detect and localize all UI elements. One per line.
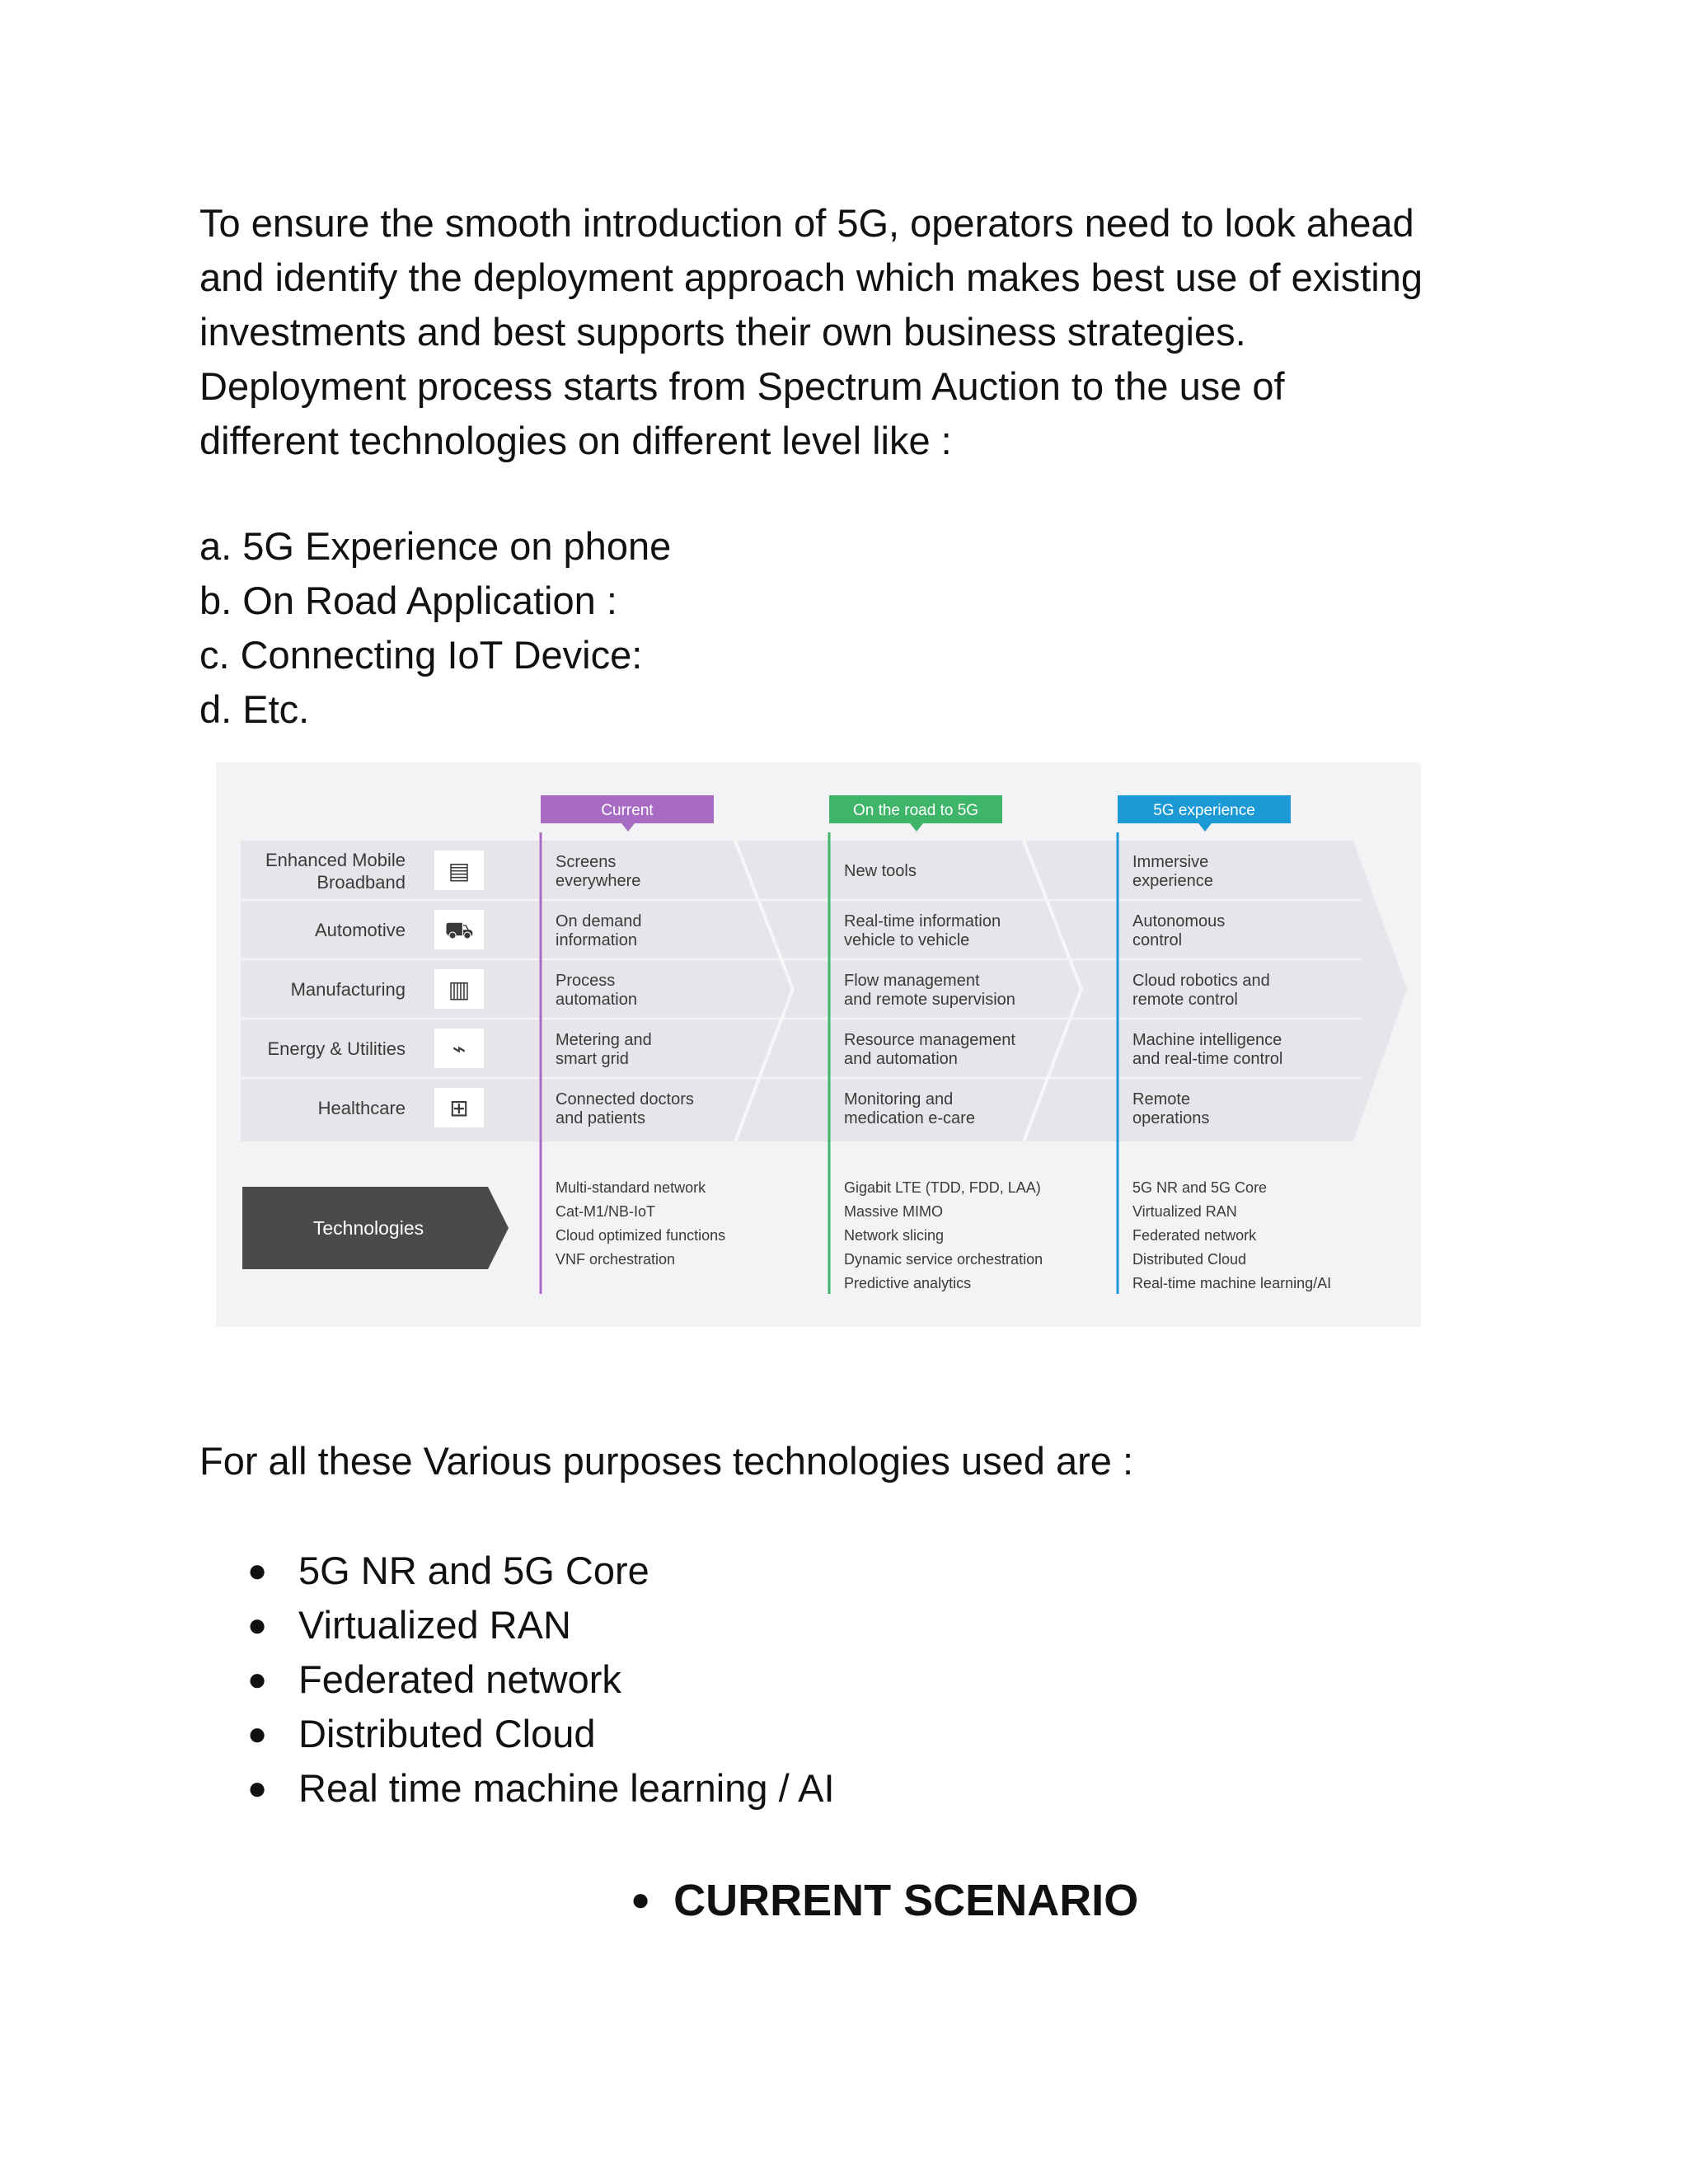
technology-cell-text: Gigabit LTE (TDD, FDD, LAA) (844, 1179, 1041, 1196)
bullet-icon: ● (631, 1882, 651, 1918)
use-case-list (199, 519, 671, 737)
cell-text: remote control (1132, 991, 1238, 1009)
factory-icon: ▥ (448, 977, 471, 1002)
deployment-diagram (216, 762, 1421, 1327)
technology-list (247, 1544, 835, 1816)
cell-text: operations (1132, 1109, 1210, 1127)
intro-line: Deployment process starts from Spectrum Auction to the use of (199, 364, 1285, 408)
deployment-figure (216, 762, 1421, 1327)
technology-cell-text: Massive MIMO (844, 1203, 944, 1220)
cell-text: medication e-care (844, 1109, 975, 1127)
intro-line: To ensure the smooth introduction of 5G, operators need to look ahead (199, 201, 1414, 245)
technology-label: Real time machine learning / AI (298, 1766, 835, 1810)
technology-cell-text: Dynamic service orchestration (844, 1251, 1043, 1268)
sector-label: Broadband (316, 872, 406, 893)
car-icon: ⛟ (444, 917, 474, 943)
cell-text: Screens (556, 853, 617, 871)
column-header-pointer (910, 823, 923, 832)
cell-text: vehicle to vehicle (844, 931, 970, 949)
use-case-item: a. 5G Experience on phone (199, 524, 672, 568)
technology-label: Federated network (298, 1657, 621, 1701)
sector-label: Healthcare (317, 1098, 406, 1118)
technology-cell-text: Federated network (1132, 1227, 1257, 1244)
intro-line: investments and best supports their own business strategies. (199, 310, 1246, 354)
column-header-label: 5G experience (1153, 802, 1255, 819)
use-case-item: d. Etc. (199, 687, 310, 731)
cell-text: Remote (1132, 1090, 1191, 1108)
intro-line: and identify the deployment approach which makes best use of existing (199, 255, 1423, 299)
intro-paragraph (199, 196, 1518, 468)
cell-text: automation (556, 991, 637, 1009)
cell-text: smart grid (556, 1050, 629, 1068)
technology-cell-text: 5G NR and 5G Core (1132, 1179, 1268, 1196)
column-header-label: Current (601, 802, 654, 819)
sector-label: Manufacturing (290, 979, 406, 1000)
medical-icon: ⊞ (449, 1095, 469, 1121)
technology-label: Virtualized RAN (298, 1603, 571, 1647)
cell-text: and remote supervision (844, 991, 1015, 1009)
cell-text: Metering and (556, 1031, 652, 1049)
cell-text: Process (556, 972, 616, 990)
technology-label: Distributed Cloud (298, 1712, 596, 1755)
section-heading (631, 1871, 1138, 1929)
cell-text: New tools (844, 862, 917, 880)
column-header-label: On the road to 5G (852, 802, 979, 819)
use-case-item: b. On Road Application : (199, 579, 617, 622)
bullet-icon: ● (247, 1607, 268, 1643)
technology-cell-text: Multi-standard network (556, 1179, 706, 1196)
purposes-text: For all these Various purposes technologies used are : (199, 1439, 1134, 1483)
technology-cell-text: Virtualized RAN (1132, 1203, 1237, 1220)
sector-label: Automotive (314, 920, 406, 940)
technology-item (247, 1652, 835, 1707)
cell-text: and real-time control (1132, 1050, 1283, 1068)
cell-text: everywhere (556, 872, 641, 890)
pulse-icon: ⌁ (452, 1036, 467, 1062)
section-heading-label: CURRENT SCENARIO (673, 1876, 1139, 1925)
cell-text: Machine intelligence (1132, 1031, 1282, 1049)
cell-text: control (1132, 931, 1183, 949)
cell-text: Real-time information (844, 912, 1001, 930)
cell-text: experience (1132, 872, 1213, 890)
cell-text: Flow management (844, 972, 980, 990)
use-case-item: c. Connecting IoT Device: (199, 633, 643, 677)
technology-cell-text: Predictive analytics (844, 1275, 972, 1291)
cell-text: Cloud robotics and (1132, 972, 1270, 990)
technology-cell-text: Cloud optimized functions (556, 1227, 726, 1244)
cell-text: and automation (844, 1050, 958, 1068)
bullet-icon: ● (247, 1770, 268, 1807)
bullet-icon: ● (247, 1661, 268, 1698)
cell-text: information (556, 931, 637, 949)
technology-item (247, 1544, 835, 1598)
sector-label: Enhanced Mobile (265, 850, 406, 870)
bullet-icon: ● (247, 1553, 268, 1589)
technology-item (247, 1598, 835, 1652)
mobile-device-icon: ▤ (448, 858, 471, 883)
column-header-pointer (1198, 823, 1212, 832)
cell-text: Resource management (844, 1031, 1015, 1049)
technology-cell-text: Cat-M1/NB-IoT (556, 1203, 656, 1220)
technology-cell-text: Real-time machine learning/AI (1132, 1275, 1332, 1291)
technology-cell-text: VNF orchestration (556, 1251, 676, 1268)
cell-text: Immersive (1132, 853, 1209, 871)
technology-label: 5G NR and 5G Core (298, 1549, 649, 1592)
technology-cell-text: Network slicing (844, 1227, 945, 1244)
bullet-icon: ● (247, 1716, 268, 1752)
cell-text: Monitoring and (844, 1090, 954, 1108)
cell-text: On demand (556, 912, 642, 930)
technologies-label: Technologies (312, 1217, 424, 1239)
column-header-pointer (621, 823, 635, 832)
cell-text: Autonomous (1132, 912, 1226, 930)
intro-line: different technologies on different level like : (199, 419, 952, 462)
technology-item (247, 1761, 835, 1816)
technology-item (247, 1707, 835, 1761)
cell-text: Connected doctors (556, 1090, 694, 1108)
cell-text: and patients (556, 1109, 645, 1127)
sector-label: Energy & Utilities (267, 1038, 406, 1059)
technology-cell-text: Distributed Cloud (1132, 1251, 1247, 1268)
